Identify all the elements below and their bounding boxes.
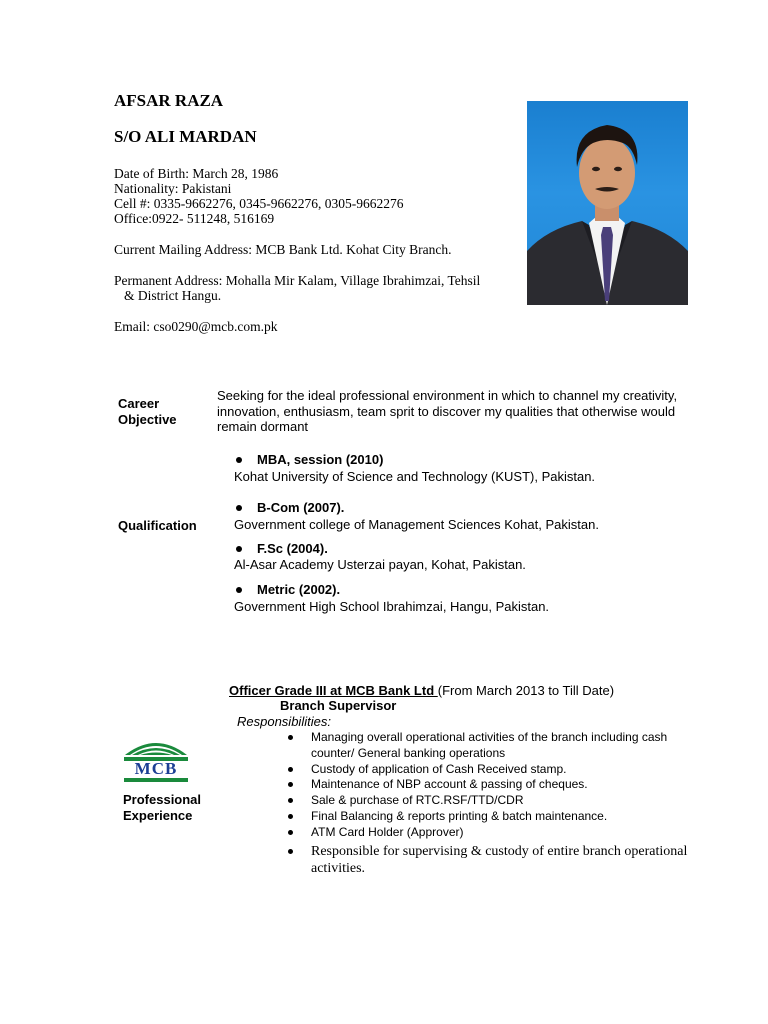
father-name: S/O ALI MARDAN bbox=[114, 127, 257, 146]
permanent-address-line-1: Permanent Address: Mohalla Mir Kalam, Village Ibrahimzai, Tehsil bbox=[114, 273, 481, 288]
bullet-icon bbox=[236, 587, 242, 593]
list-item: ATM Card Holder (Approver) bbox=[287, 825, 707, 841]
qualification-item-title: Metric (2002). bbox=[236, 582, 340, 598]
bullet-icon bbox=[236, 505, 242, 511]
email: Email: cso0290@mcb.com.pk bbox=[114, 319, 278, 334]
office-numbers: Office:0922- 511248, 516169 bbox=[114, 211, 275, 226]
qualification-item-detail: Al-Asar Academy Usterzai payan, Kohat, Pakistan. bbox=[234, 557, 526, 572]
job-title-position: Officer Grade III at MCB Bank Ltd bbox=[229, 683, 438, 698]
job-role: Branch Supervisor bbox=[280, 698, 397, 713]
profile-photo bbox=[527, 101, 688, 305]
mailing-address: Current Mailing Address: MCB Bank Ltd. Kohat City Branch. bbox=[114, 242, 452, 257]
qualification-item-detail: Government college of Management Sciences Kohat, Pakistan. bbox=[234, 517, 599, 532]
professional-experience-label-line-2: Experience bbox=[123, 808, 193, 823]
date-of-birth: Date of Birth: March 28, 1986 bbox=[114, 166, 279, 181]
cell-numbers: Cell #: 0335-9662276, 0345-9662276, 0305-9662276 bbox=[114, 196, 404, 211]
qualification-item-title: B-Com (2007). bbox=[236, 500, 344, 516]
qualification-item-title: MBA, session (2010) bbox=[236, 452, 383, 468]
bullet-icon bbox=[236, 457, 242, 463]
list-item: Sale & purchase of RTC.RSF/TTD/CDR bbox=[287, 793, 707, 809]
list-item: Maintenance of NBP account & passing of cheques. bbox=[287, 777, 707, 793]
nationality: Nationality: Pakistani bbox=[114, 181, 232, 196]
professional-experience-label-line-1: Professional bbox=[123, 792, 202, 807]
job-title bbox=[229, 683, 614, 699]
career-objective-label-line-2: Objective bbox=[118, 412, 177, 427]
responsibilities-list bbox=[287, 730, 707, 877]
list-item: Custody of application of Cash Received stamp. bbox=[287, 762, 707, 778]
mcb-logo-text: MCB bbox=[134, 759, 178, 778]
list-item: Final Balancing & reports printing & batch maintenance. bbox=[287, 809, 707, 825]
qualification-item-title: F.Sc (2004). bbox=[236, 541, 328, 557]
list-item: Responsible for supervising & custody of entire branch operational activities. bbox=[287, 843, 707, 877]
career-objective-label-line-1: Career bbox=[118, 396, 160, 411]
job-title-period: (From March 2013 to Till Date) bbox=[437, 683, 615, 698]
profile-photo-figure bbox=[527, 101, 688, 305]
mcb-logo bbox=[122, 733, 190, 789]
bullet-icon bbox=[236, 546, 242, 552]
candidate-name: AFSAR RAZA bbox=[114, 91, 224, 110]
responsibilities-heading: Responsibilities: bbox=[237, 714, 331, 729]
permanent-address-line-2: & District Hangu. bbox=[124, 288, 222, 303]
career-objective-text: Seeking for the ideal professional environment in which to channel my creativity, innovation, enthusiasm, team sprit to discover my qualities that otherwise would remain dormant bbox=[217, 388, 678, 434]
qualification-item-detail: Government High School Ibrahimzai, Hangu, Pakistan. bbox=[234, 599, 550, 614]
qualification-label: Qualification bbox=[118, 518, 197, 533]
qualification-item-detail: Kohat University of Science and Technology (KUST), Pakistan. bbox=[234, 469, 596, 484]
list-item: Managing overall operational activities of the branch including cash counter/ General banking operations bbox=[287, 730, 707, 762]
